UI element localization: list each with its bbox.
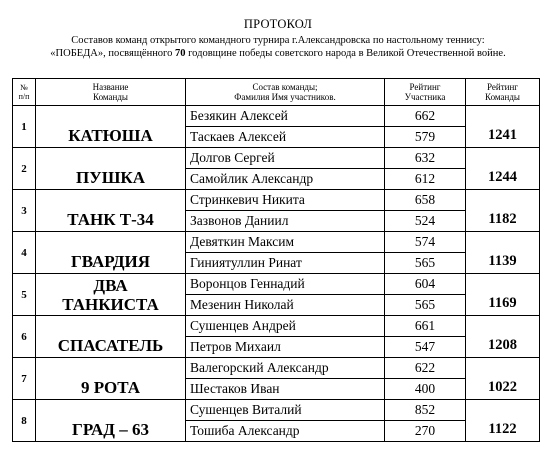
subtitle-line-2 — [0, 48, 556, 59]
team-rating: 1122 — [466, 400, 540, 442]
header-roster: Состав команды; Фамилия Имя участников. — [186, 79, 385, 106]
team-name: 9 РОТА — [36, 358, 186, 400]
team-name: СПАСАТЕЛЬ — [36, 316, 186, 358]
player-rating: 604 — [385, 274, 466, 295]
subtitle-line-2-part-a: «ПОБЕДА», посвящённого — [50, 48, 173, 59]
teams-table — [12, 78, 540, 442]
team-number: 4 — [13, 232, 36, 274]
player-rating: 852 — [385, 400, 466, 421]
player-rating: 622 — [385, 358, 466, 379]
team-name: ГВАРДИЯ — [36, 232, 186, 274]
team-name-line-1: ДВА — [93, 275, 128, 295]
player-rating: 565 — [385, 253, 466, 274]
team-name-line-2: ТАНКИСТА — [62, 294, 159, 314]
table-row — [13, 274, 540, 295]
table-row — [13, 400, 540, 421]
subtitle-line-1: Составов команд открытого командного турнира г.Александровска по настольному теннису: — [71, 35, 485, 46]
team-name: КАТЮША — [36, 106, 186, 148]
player-rating: 661 — [385, 316, 466, 337]
table-row — [13, 148, 540, 169]
table-row — [13, 190, 540, 211]
team-name: ГРАД – 63 — [36, 400, 186, 442]
player-rating: 574 — [385, 232, 466, 253]
player-name: Гиниятуллин Ринат — [186, 253, 385, 274]
table-row — [13, 106, 540, 127]
team-rating: 1169 — [466, 274, 540, 316]
document-title: ПРОТОКОЛ — [243, 17, 313, 31]
team-rating: 1208 — [466, 316, 540, 358]
team-number: 3 — [13, 190, 36, 232]
team-name — [36, 274, 186, 316]
player-name: Мезенин Николай — [186, 295, 385, 316]
player-rating: 662 — [385, 106, 466, 127]
team-name: ПУШКА — [36, 148, 186, 190]
header-team-name: Название Команды — [36, 79, 186, 106]
table-row — [13, 232, 540, 253]
player-name: Долгов Сергей — [186, 148, 385, 169]
team-number: 7 — [13, 358, 36, 400]
player-rating: 565 — [385, 295, 466, 316]
player-rating: 400 — [385, 379, 466, 400]
player-name: Воронцов Геннадий — [186, 274, 385, 295]
player-rating: 579 — [385, 127, 466, 148]
player-name: Самойлик Александр — [186, 169, 385, 190]
team-number: 8 — [13, 400, 36, 442]
header-team-rating: Рейтинг Команды — [466, 79, 540, 106]
player-name: Стринкевич Никита — [186, 190, 385, 211]
player-rating: 524 — [385, 211, 466, 232]
player-name: Валегорский Александр — [186, 358, 385, 379]
player-name: Тошиба Александр — [186, 421, 385, 442]
player-rating: 658 — [385, 190, 466, 211]
table-row — [13, 358, 540, 379]
team-rating: 1182 — [466, 190, 540, 232]
table-row — [13, 316, 540, 337]
header-number: № п/п — [13, 79, 36, 106]
subtitle-line-2-number: 70 — [174, 48, 186, 59]
subtitle-line-2-part-b: годовщине победы советского народа в Великой Отечественной войне. — [188, 48, 506, 59]
header-player-rating: Рейтинг Участника — [385, 79, 466, 106]
player-name: Шестаков Иван — [186, 379, 385, 400]
team-number: 1 — [13, 106, 36, 148]
team-number: 6 — [13, 316, 36, 358]
player-rating: 270 — [385, 421, 466, 442]
player-rating: 632 — [385, 148, 466, 169]
player-name: Сушенцев Андрей — [186, 316, 385, 337]
player-name: Безякин Алексей — [186, 106, 385, 127]
team-rating: 1241 — [466, 106, 540, 148]
player-rating: 547 — [385, 337, 466, 358]
team-rating: 1022 — [466, 358, 540, 400]
table-header-row — [13, 79, 540, 106]
player-name: Таскаев Алексей — [186, 127, 385, 148]
team-number: 2 — [13, 148, 36, 190]
player-name: Петров Михаил — [186, 337, 385, 358]
team-rating: 1244 — [466, 148, 540, 190]
player-name: Сушенцев Виталий — [186, 400, 385, 421]
player-rating: 612 — [385, 169, 466, 190]
player-name: Девяткин Максим — [186, 232, 385, 253]
team-number: 5 — [13, 274, 36, 316]
team-name: ТАНК Т-34 — [36, 190, 186, 232]
player-name: Зазвонов Даниил — [186, 211, 385, 232]
team-rating: 1139 — [466, 232, 540, 274]
